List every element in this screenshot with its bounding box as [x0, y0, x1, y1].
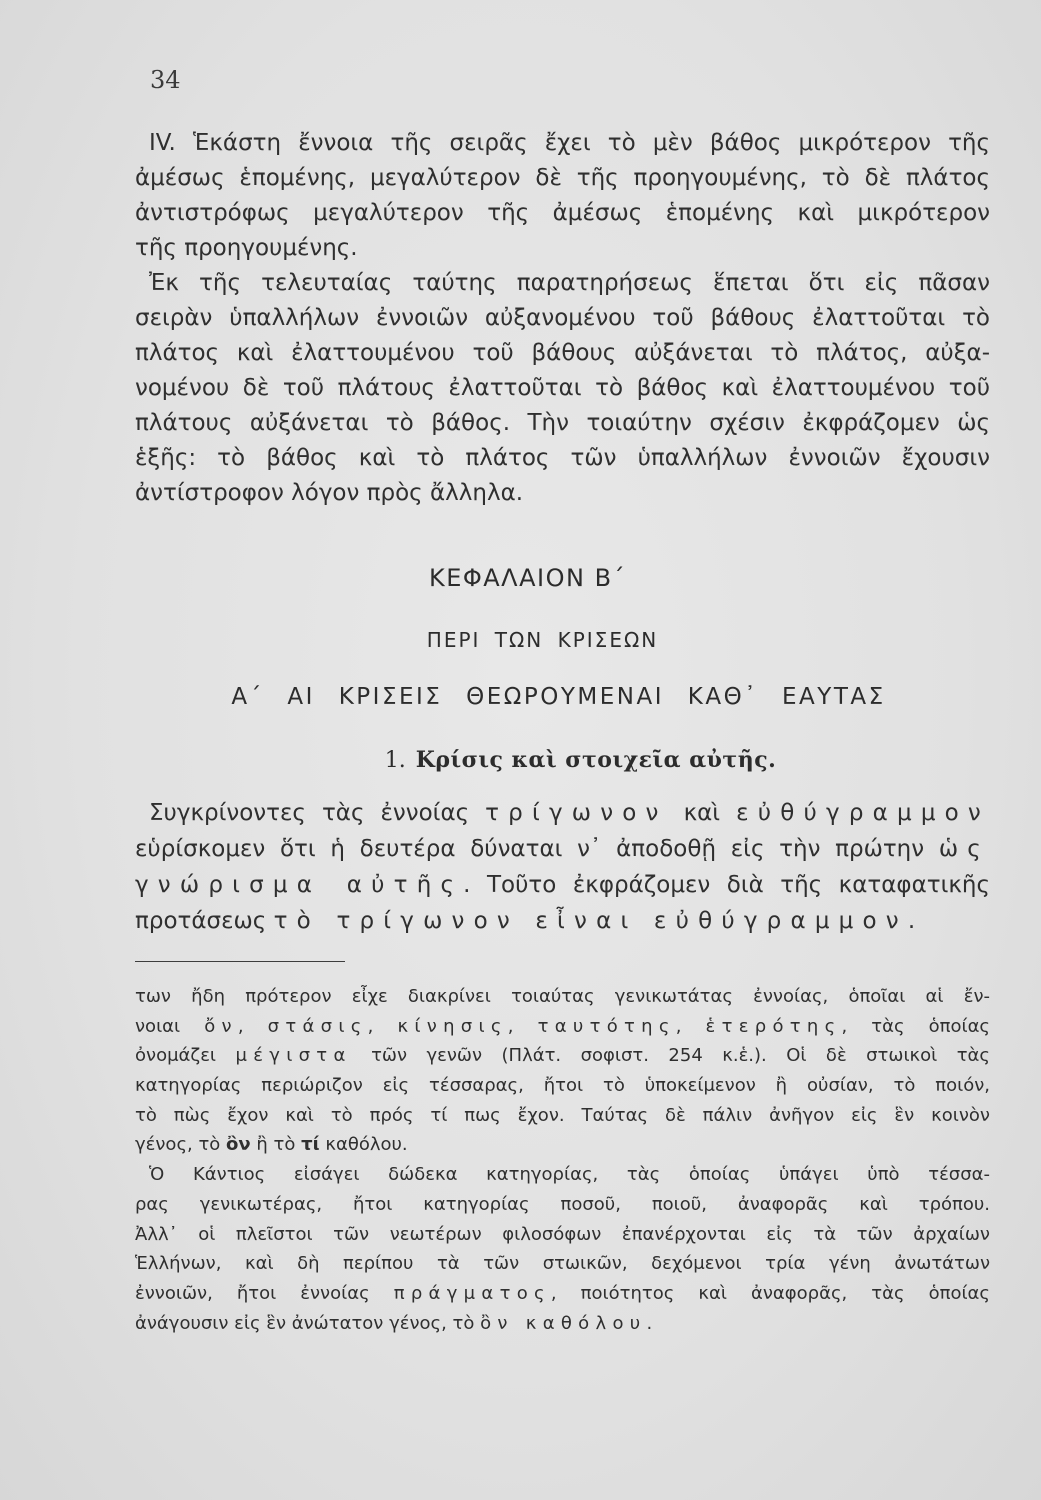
text-line	[135, 982, 990, 1012]
text-run: ρας γενικωτέρας, ἤτοι κατηγορίας ποσοῦ, ποιοῦ, ἀναφορᾶς καὶ τρόπου.	[135, 1193, 990, 1215]
text-run: ἀντιστρόφως μεγαλύτερον τῆς ἀμέσως ἑπομένης καὶ μικρότερον	[135, 200, 990, 226]
text-run: εὑρίσκομεν ὅτι ἡ δευτέρα δύναται ν᾽ ἀποδοθῇ εἰς τὴν πρώτην	[135, 836, 939, 862]
paragraph	[135, 982, 990, 1160]
spaced-emphasis: τὸ τρίγωνον εἶναι εὐθύγραμμον	[273, 908, 908, 934]
text-line	[135, 196, 990, 231]
text-run: IV. Ἑκάστη ἔννοια τῆς σειρᾶς ἔχει τὸ μὲν βάθος μικρότερον τῆς	[149, 130, 990, 156]
text-line-content	[135, 371, 990, 406]
text-line	[135, 336, 990, 371]
spaced-emphasis: ὡς	[938, 836, 990, 862]
text-run: Ὁ Κάντιος εἰσάγει δώδεκα κατηγορίας, τὰς ὁποίας ὑπάγει ὑπὸ τέσσα-	[149, 1164, 990, 1186]
text-line-content	[135, 1249, 990, 1279]
text-line-content	[135, 406, 990, 441]
text-line-content	[135, 301, 990, 336]
text-line	[135, 831, 990, 867]
section-title: Κρίσις καὶ στοιχεῖα αὐτῆς.	[415, 747, 777, 773]
text-line	[135, 301, 990, 336]
text-line	[135, 1190, 990, 1220]
paragraph	[135, 266, 990, 511]
spaced-emphasis: ταυτότης	[537, 1015, 676, 1037]
spaced-emphasis: ὄν	[204, 1015, 238, 1037]
text-run: τὸ πὼς ἔχον καὶ τὸ πρός τί πως ἔχον. Ταύτας δὲ πάλιν ἀνῆγον εἰς ἓν κοινὸν	[135, 1104, 990, 1126]
text-run: τῆς προηγουμένης.	[135, 235, 358, 261]
text-line-content	[135, 231, 358, 266]
text-line-content	[149, 126, 990, 161]
text-line-content	[149, 1160, 990, 1190]
text-line	[135, 1160, 990, 1190]
text-line	[135, 126, 990, 161]
text-run: πλάτος καὶ ἐλαττουμένου τοῦ βάθους αὐξάνεται τὸ πλάτος, αὐξα-	[135, 340, 990, 366]
text-run: κατηγορίας περιώριζον εἰς τέσσαρας, ἤτοι τὸ ὑποκείμενον ἢ οὐσίαν, τὸ ποιόν,	[135, 1075, 990, 1097]
text-run: ,	[675, 1015, 706, 1037]
text-line	[135, 1101, 990, 1131]
text-line	[135, 1309, 990, 1339]
bold-emphasis: τί	[301, 1134, 320, 1156]
text-run: .	[646, 1312, 653, 1334]
text-run: καὶ	[667, 800, 737, 826]
text-run: Ἀλλ᾽ οἱ πλεῖστοι τῶν νεωτέρων φιλοσόφων ἐπανέρχονται εἰς τὰ τῶν ἀρχαίων	[135, 1223, 990, 1245]
text-line	[135, 266, 990, 301]
text-run: , ποιότητος καὶ ἀναφορᾶς, τὰς ὁποίας	[550, 1282, 990, 1304]
text-line-content	[135, 336, 990, 371]
text-line-content	[135, 1041, 990, 1071]
text-line	[135, 1071, 990, 1101]
text-line	[135, 476, 990, 511]
text-line-content	[135, 1220, 990, 1250]
text-line	[135, 1220, 990, 1250]
chapter-title: ΚΕΦΑΛΑΙΟΝ Β΄	[428, 564, 627, 592]
text-line-content	[135, 441, 990, 476]
text-run: , τὰς ὁποίας	[841, 1015, 990, 1037]
text-run: ,	[237, 1015, 268, 1037]
spaced-emphasis: τρίγωνον	[485, 800, 668, 826]
text-run: καθόλου.	[319, 1134, 408, 1156]
text-line-content	[135, 1071, 990, 1101]
spaced-emphasis: κίνησις	[397, 1015, 508, 1037]
page-number: 34	[150, 66, 181, 94]
text-line-content	[135, 196, 990, 231]
spaced-emphasis: ὂν καθόλου	[480, 1312, 647, 1334]
footnote-rule	[135, 961, 345, 962]
text-line-content	[135, 476, 523, 511]
section-heading	[135, 745, 990, 776]
text-line-content	[135, 1012, 990, 1042]
text-run: . Τοῦτο ἐκφράζομεν διὰ τῆς καταφατικῆς	[463, 872, 990, 898]
text-run: προτάσεως	[135, 908, 274, 934]
text-run: νομένου δὲ τοῦ πλάτους ἐλαττοῦται τὸ βάθος καὶ ἐλαττουμένου τοῦ	[135, 375, 990, 401]
text-line-content	[135, 982, 990, 1012]
text-line	[135, 867, 990, 903]
text-run: γένος, τὸ	[135, 1134, 227, 1156]
text-line	[135, 406, 990, 441]
text-run: ,	[507, 1015, 538, 1037]
text-line-content	[149, 266, 990, 301]
chapter-subtitle: ΠΕΡΙ ΤΩΝ ΚΡΙΣΕΩΝ	[426, 628, 659, 652]
text-line-content	[135, 831, 990, 867]
text-line-content	[135, 1130, 408, 1160]
paragraph	[135, 126, 990, 266]
footnote-text	[135, 982, 990, 1338]
text-line	[135, 1130, 990, 1160]
text-run: .	[907, 908, 916, 934]
text-line	[135, 903, 990, 939]
spaced-emphasis: γνώρισμα αὐτῆς	[135, 872, 464, 898]
paragraph	[135, 1160, 990, 1338]
text-run: πλάτους αὐξάνεται τὸ βάθος. Τὴν τοιαύτην σχέσιν ἐκφράζομεν ὡς	[135, 410, 990, 436]
text-run: ὀνομάζει	[135, 1045, 236, 1067]
spaced-emphasis: στάσις	[267, 1015, 368, 1037]
text-run: τῶν γενῶν (Πλάτ. σοφιστ. 254 κ.ἑ.). Οἱ δὲ στωικοὶ τὰς	[351, 1045, 990, 1067]
text-line	[135, 795, 990, 831]
spaced-emphasis: εὐθύγραμμον	[736, 800, 990, 826]
spaced-emphasis: ἑτερότης	[705, 1015, 842, 1037]
text-line	[135, 441, 990, 476]
text-line-content	[135, 1279, 990, 1309]
paragraph	[135, 795, 990, 939]
text-run: ,	[367, 1015, 398, 1037]
text-line	[135, 161, 990, 196]
section-number: 1.	[384, 748, 406, 773]
text-run: των ἤδη πρότερον εἶχε διακρίνει τοιαύτας γενικωτάτας ἐννοίας, ὁποῖαι αἱ ἔν-	[135, 986, 990, 1007]
bold-emphasis: ὂν	[226, 1134, 251, 1156]
text-run: ἀνάγουσιν εἰς ἓν ἀνώτατον γένος, τὸ	[135, 1312, 481, 1334]
text-run: ἀντίστροφον λόγον πρὸς ἄλληλα.	[135, 480, 524, 506]
part-heading: Α΄ ΑΙ ΚΡΙΣΕΙΣ ΘΕΩΡΟΥΜΕΝΑΙ ΚΑΘ᾽ ΕΑΥΤΑΣ	[231, 684, 886, 710]
text-run: σειρὰν ὑπαλλήλων ἐννοιῶν αὐξανομένου τοῦ βάθους ἐλαττοῦται τὸ	[135, 305, 990, 331]
text-line-content	[135, 867, 990, 903]
text-run: ἐννοιῶν, ἤτοι ἐννοίας	[135, 1282, 394, 1304]
text-line	[135, 231, 990, 266]
text-run: ἀμέσως ἑπομένης, μεγαλύτερον δὲ τῆς προηγουμένης, τὸ δὲ πλάτος	[135, 165, 990, 191]
text-run: Ἐκ τῆς τελευταίας ταύτης παρατηρήσεως ἕπεται ὅτι εἰς πᾶσαν	[149, 270, 990, 296]
text-run: ἢ τὸ	[250, 1134, 302, 1156]
text-run: νοιαι	[135, 1015, 205, 1037]
spaced-emphasis: πράγματος	[393, 1282, 551, 1304]
text-run: ἑξῆς: τὸ βάθος καὶ τὸ πλάτος τῶν ὑπαλλήλων ἐννοιῶν ἔχουσιν	[135, 445, 990, 471]
text-line-content	[135, 1309, 652, 1339]
chapter-body-text	[135, 795, 990, 939]
text-line-content	[135, 1190, 990, 1220]
text-line	[135, 1041, 990, 1071]
text-line-content	[149, 795, 990, 831]
text-line	[135, 1249, 990, 1279]
text-run: Ἑλλήνων, καὶ δὴ περίπου τὰ τῶν στωικῶν, δεχόμενοι τρία γένη ἀνωτάτων	[135, 1253, 990, 1275]
text-line-content	[135, 1101, 990, 1131]
text-run: Συγκρίνοντες τὰς ἐννοίας	[149, 800, 486, 826]
text-line-content	[135, 161, 990, 196]
text-line	[135, 1279, 990, 1309]
section-iv-text	[135, 126, 990, 511]
text-line-content	[135, 903, 915, 939]
text-line	[135, 371, 990, 406]
spaced-emphasis: μέγιστα	[235, 1045, 352, 1067]
text-line	[135, 1012, 990, 1042]
